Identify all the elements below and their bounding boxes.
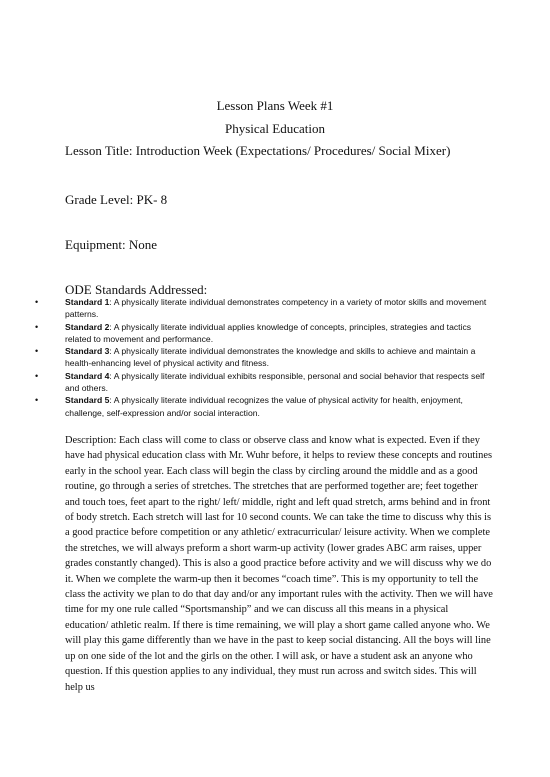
standard-text: : A physically literate individual demonstrates competency in a variety of motor skills and movement patterns.	[65, 297, 487, 320]
standard-item	[35, 370, 495, 395]
standard-label: Standard 5	[65, 395, 110, 406]
subject-heading: Physical Education	[224, 121, 325, 136]
equipment: Equipment: None	[65, 237, 158, 252]
standard-label: Standard 4	[65, 370, 110, 381]
standard-text: : A physically literate individual recognizes the value of physical activity for health, enjoyment, challenge, self-expression and/or social interaction.	[65, 395, 463, 418]
standard-text: : A physically literate individual exhibits responsible, personal and social behavior that respects self and others.	[65, 370, 485, 394]
standard-text: : A physically literate individual applies knowledge of concepts, principles, strategies and tactics related to movement and performance.	[65, 321, 472, 344]
standard-item	[35, 394, 495, 419]
standard-item	[35, 345, 495, 370]
bullet-icon: •	[35, 395, 39, 406]
bullet-icon: •	[35, 370, 39, 381]
standard-item	[35, 296, 495, 321]
bullet-icon: •	[35, 346, 39, 357]
standard-text: : A physically literate individual demonstrates the knowledge and skills to achieve and maintain a health-enhancing level of physical activity and fitness.	[65, 346, 476, 369]
standard-label: Standard 2	[65, 321, 110, 332]
standard-item	[35, 321, 495, 346]
description-paragraph: Description: Each class will come to class or observe class and know what is expected. Even if they have had physical education class with Mr. Wuhr before, it helps to review these concepts and routines early in the school year. Each class will begin the class by circling around the middle and as a good routine, go through a series of stretches. The stretches that are performed together are; feet together and touch toes, feet apart to the right/ left/ middle, right and left quad stretch, arms behind and in front of body stretch. Each stretch will last for 10 second counts. We can take the time to discuss why this is a good practice before competition or any athletic/ extracurricular/ leisure activity. When we complete the stretches, we will always preform a short warm-up activity (lower grades ABC arm raises, upper grades constantly changed). This is also a good practice before activity and we will discuss why we do it. When we complete the warm-up then it becomes “coach time”. This is my opportunity to tell the class the activity we plan to do that day and/or any important rules with the activity. Then we will have time for my one rule called “Sportsmanship” and we can discuss all this means in a physical education/ athletic realm. If there is time remaining, we will play a short game called anyone who. We will play this game differently than we have in the past to keep social distancing. All the boys will line up on one side of the lot and the girls on the other. I will ask, or have a student ask an anyone who question. If this question applies to any individual, they must run across and switch sides. This will help us	[65, 435, 493, 693]
lesson-title: Lesson Title: Introduction Week (Expectations/ Procedures/ Social Mixer)	[65, 143, 451, 158]
bullet-icon: •	[35, 297, 39, 307]
standards-list	[35, 296, 495, 419]
document-title: Lesson Plans Week #1	[216, 98, 334, 113]
bullet-icon: •	[35, 321, 39, 332]
grade-level: Grade Level: PK- 8	[65, 192, 168, 207]
standards-heading: ODE Standards Addressed:	[65, 282, 208, 297]
standard-label: Standard 1	[65, 297, 110, 307]
standard-label: Standard 3	[65, 346, 110, 357]
